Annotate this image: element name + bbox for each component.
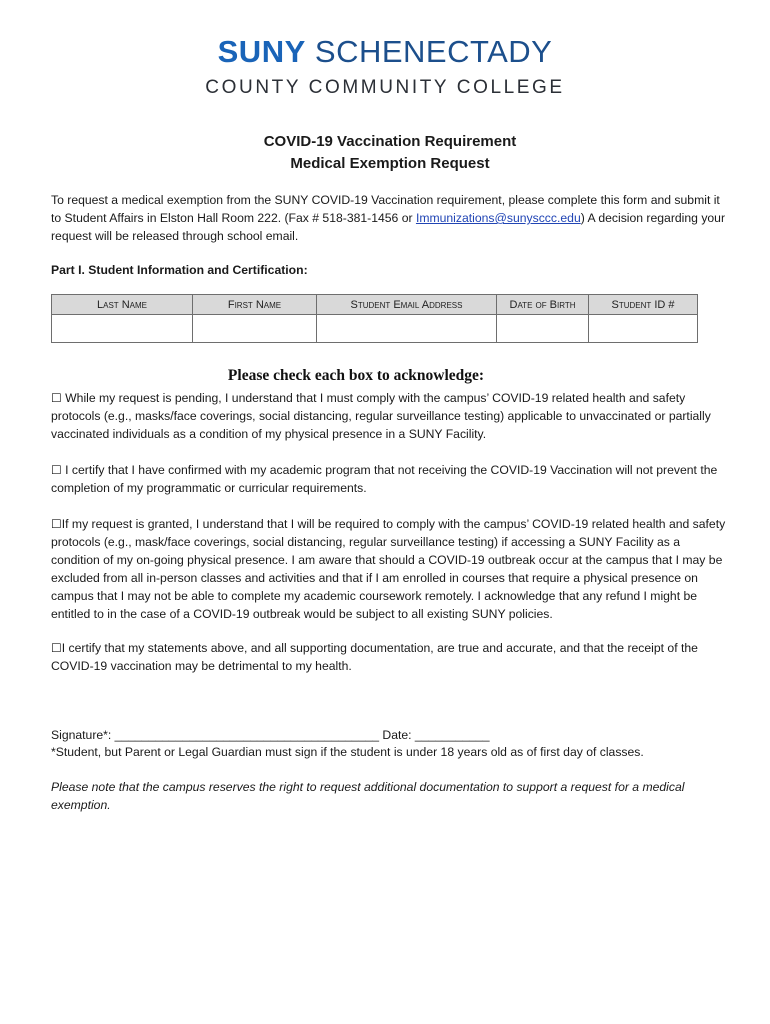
acknowledgement-text: If my request is granted, I understand that I will be required to comply with the campus’ COVID-19 related health and safety protocols (e.g., mask/face coverings, social distancing, regular surveillance testing) if accessing a SUNY Facility as a condition of my on-going physical presence. I am aware that should a COVID-19 outbreak occur at the campus that I may be excluded from all in-person classes and activities and that if I am enrolled in courses that require a physical presence on campus that I may not be able to complete my academic coursework remotely. I acknowledge that any refund I might be entitled to in the case of a COVID-19 outbreak would be subject to all existing SUNY policies.: [51, 517, 726, 621]
checkbox-icon[interactable]: ☐: [51, 517, 62, 531]
acknowledgement-item: [51, 639, 731, 675]
intro-paragraph: [51, 191, 731, 245]
checkbox-icon[interactable]: ☐: [51, 463, 62, 477]
student-email-field[interactable]: [317, 315, 497, 343]
college-logo: [0, 34, 770, 70]
logo-subtitle: COUNTY COMMUNITY COLLEGE: [205, 77, 565, 98]
table-input-row: [52, 315, 698, 343]
signature-line[interactable]: Signature*: _______________________________________ Date: ___________: [51, 728, 490, 742]
signature-note: *Student, but Parent or Legal Guardian must sign if the student is under 18 years old as of first day of classes.: [51, 745, 644, 759]
form-title: COVID-19 Vaccination Requirement: [263, 133, 517, 150]
intro-text-end: ) A decision regarding your request will be released through school email.: [51, 211, 726, 243]
acknowledgement-text: I certify that I have confirmed with my academic program that not receiving the COVID-19 Vaccination will not prevent the completion of my programmatic or curricular requirements.: [51, 463, 718, 495]
acknowledgement-item: [51, 515, 731, 623]
date-of-birth-field[interactable]: [497, 315, 589, 343]
acknowledgement-text: I certify that my statements above, and all supporting documentation, are true and accurate, and that the receipt of the COVID-19 vaccination may be detrimental to my health.: [51, 641, 698, 673]
checkbox-icon[interactable]: ☐: [51, 391, 62, 405]
student-info-table: [51, 294, 698, 343]
acknowledgement-item: [51, 389, 731, 443]
acknowledgement-text: While my request is pending, I understand that I must comply with the campus’ COVID-19 related health and safety protocols (e.g., masks/face coverings, social distancing, regular surveillance testing) applicable to unvaccinated or partially vaccinated individuals as a condition of my physical presence in a SUNY Facility.: [51, 391, 711, 441]
part-one-heading: Part I. Student Information and Certification:: [51, 263, 308, 277]
email-link[interactable]: Immunizations@sunysccc.edu: [415, 211, 581, 225]
acknowledge-heading: Please check each box to acknowledge:: [227, 367, 485, 384]
checkbox-icon[interactable]: ☐: [51, 641, 62, 655]
footer-note: Please note that the campus reserves the right to request additional documentation to support a request for a medical exemption.: [51, 780, 685, 812]
column-last-name: Last Name: [52, 295, 193, 315]
column-date-of-birth: Date of Birth: [497, 295, 589, 315]
column-student-id: Student ID #: [589, 295, 698, 315]
table-header-row: [52, 295, 698, 315]
column-student-email: Student Email Address: [317, 295, 497, 315]
acknowledgement-item: [51, 461, 731, 497]
logo-brand: SUNY: [217, 34, 306, 69]
column-first-name: First Name: [193, 295, 317, 315]
last-name-field[interactable]: [52, 315, 193, 343]
logo-school-name: SCHENECTADY: [314, 34, 553, 69]
student-id-field[interactable]: [589, 315, 698, 343]
form-subtitle: Medical Exemption Request: [290, 155, 490, 172]
intro-text-start: To request a medical exemption from the SUNY COVID-19 Vaccination requirement, please complete this form and submit it to Student Affairs in Elston Hall Room 222. (Fax # 518-381-1456 or: [51, 193, 720, 225]
first-name-field[interactable]: [193, 315, 317, 343]
